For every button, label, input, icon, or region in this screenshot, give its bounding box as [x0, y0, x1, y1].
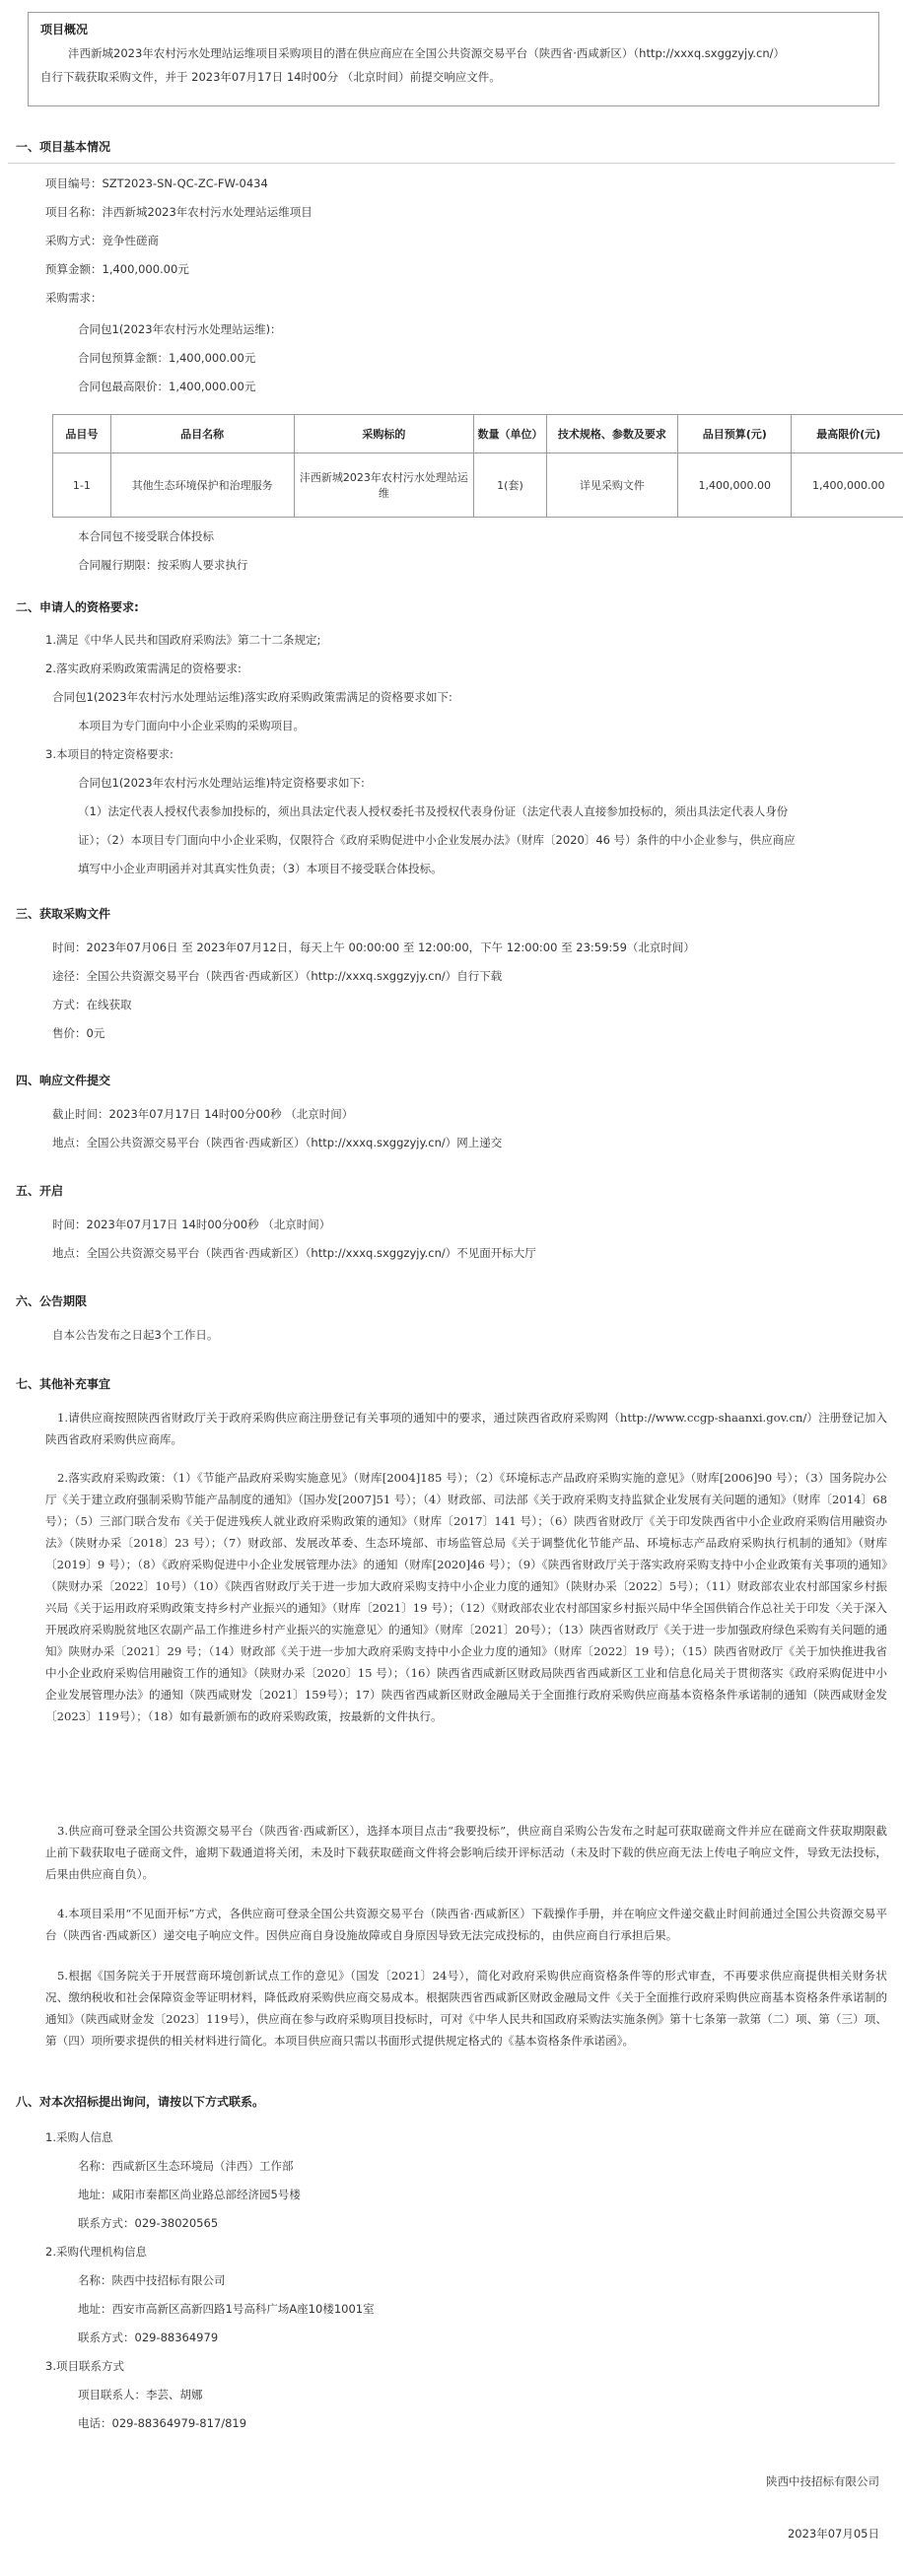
- acquisition-way: 途径：全国公共资源交易平台（陕西省·西咸新区）（http://xxxq.sxggzyjy.cn/）自行下载: [52, 969, 503, 983]
- project-name: 项目名称：沣西新城2023年农村污水处理站运维项目: [45, 205, 313, 219]
- supplement-1: 1.请供应商按照陕西省财政厅关于政府采购供应商注册登记有关事项的通知中的要求，通过陕西省政府采购网（http://www.ccgp-shaanxi.gov.cn/）注册登记加入陕西省政府采购供应商库。: [45, 1411, 887, 1446]
- opening-place: 地点：全国公共资源交易平台（陕西省·西咸新区）（http://xxxq.sxggzyjy.cn/）不见面开标大厅: [52, 1246, 536, 1260]
- qualification-3: 3.本项目的特定资格要求:: [45, 747, 174, 761]
- supplement-4: 4.本项目采用“不见面开标”方式，各供应商可登录全国公共资源交易平台（陕西省·西咸新区）下载操作手册，并在响应文件递交截止时间前通过全国公共资源交易平台（陕西省·西咸新区）递交电子响应文件。因供应商自身设施故障或自身原因导致无法完成投标的，由供应商自行承担后果。: [45, 1907, 887, 1942]
- section-7-heading: 七、其他补充事宜: [16, 1377, 111, 1391]
- project-contact-phone: 电话：029-88364979-817/819: [78, 2416, 247, 2430]
- table-cell: 1-1: [53, 453, 111, 518]
- budget-amount: 预算金额：1,400,000.00元: [45, 262, 189, 276]
- table-row: [53, 453, 903, 518]
- procurement-items-table: [52, 414, 903, 518]
- table-header-row: [53, 415, 903, 453]
- contract-package: 合同包1(2023年农村污水处理站运维)：: [78, 322, 282, 336]
- package-max-price: 合同包最高限价：1,400,000.00元: [78, 380, 256, 393]
- submission-place: 地点：全国公共资源交易平台（陕西省·西咸新区）（http://xxxq.sxggzyjy.cn/）网上递交: [52, 1136, 503, 1149]
- agency-address: 地址：西安市高新区高新四路1号高科广场A座10楼1001室: [78, 2302, 375, 2316]
- qualification-3-line-1: （1）法定代表人授权代表参加投标的，须出具法定代表人授权委托书及授权代表身份证（法定代表人直接参加投标的，须出具法定代表人身份: [78, 804, 789, 818]
- table-cell: 其他生态环境保护和治理服务: [110, 453, 294, 518]
- supplement-3: 3.供应商可登录全国公共资源交易平台（陕西省·西咸新区），选择本项目点击“我要投标”，供应商自采购公告发布之时起可获取磋商文件并应在磋商文件获取期限截止前下载获取电子磋商文件，逾期下载通道将关闭，未及时下载获取磋商文件将会影响后续开评标活动（未及时下载的供应商无法上传电子响应文件，导致无法投标，后果由供应商自负）。: [45, 1824, 887, 1881]
- table-cell: 1(套): [474, 453, 546, 518]
- table-cell: 详见采购文件: [546, 453, 677, 518]
- table-cell: 1,400,000.00: [792, 453, 903, 518]
- agency-info-title: 2.采购代理机构信息: [45, 2245, 147, 2259]
- announcement-period: 自本公告发布之日起3个工作日。: [52, 1328, 219, 1342]
- col-header: 数量（单位）: [474, 415, 546, 453]
- qualification-2-sme: 本项目为专门面向中小企业采购的采购项目。: [78, 719, 305, 732]
- section-2-heading: 二、申请人的资格要求:: [16, 600, 139, 614]
- project-number: 项目编号：SZT2023-SN-QC-ZC-FW-0434: [45, 176, 268, 190]
- purchaser-address: 地址：咸阳市秦都区尚业路总部经济园5号楼: [78, 2188, 301, 2201]
- qualification-2-detail: 合同包1(2023年农村污水处理站运维)落实政府采购政策需满足的资格要求如下:: [52, 690, 452, 704]
- procurement-method: 采购方式：竞争性磋商: [45, 234, 159, 247]
- project-contact-person: 项目联系人：李芸、胡娜: [78, 2388, 203, 2402]
- qualification-1: 1.满足《中华人民共和国政府采购法》第二十二条规定;: [45, 633, 321, 647]
- agency-name: 名称：陕西中技招标有限公司: [78, 2273, 226, 2287]
- qualification-2: 2.落实政府采购政策需满足的资格要求:: [45, 661, 242, 675]
- qualification-3-line-3: 填写中小企业声明函并对其真实性负责；（3）本项目不接受联合体投标。: [78, 862, 443, 875]
- acquisition-time: 时间：2023年07月06日 至 2023年07月12日，每天上午 00:00:00 至 12:00:00，下午 12:00:00 至 23:59:59（北京时间）: [52, 940, 695, 954]
- section-1-heading: 一、项目基本情况: [16, 140, 111, 154]
- table-cell: 沣西新城2023年农村污水处理站运维: [294, 453, 474, 518]
- qualification-3-line-2: 证）；（2）本项目专门面向中小企业采购，仅限符合《政府采购促进中小企业发展办法》（财库〔2020〕46 号）条件的中小企业参与，供应商应: [78, 833, 796, 847]
- footer-organization: 陕西中技招标有限公司: [766, 2474, 879, 2488]
- overview-line-1: 沣西新城2023年农村污水处理站运维项目采购项目的潜在供应商应在全国公共资源交易平台（陕西省·西咸新区）（http://xxxq.sxggzyjy.cn/）: [68, 46, 786, 60]
- col-header: 最高限价(元): [792, 415, 903, 453]
- qualification-3-detail: 合同包1(2023年农村污水处理站运维)特定资格要求如下:: [78, 776, 365, 790]
- section-4-heading: 四、响应文件提交: [16, 1074, 111, 1087]
- procurement-demand-label: 采购需求：: [45, 291, 103, 305]
- supplement-5: 5.根据《国务院关于开展营商环境创新试点工作的意见》（国发〔2021〕24号），简化对政府采购供应商资格条件等的形式审查，不再要求供应商提供相关财务状况、缴纳税收和社会保障资金等证明材料，降低政府采购供应商交易成本。根据陕西省西咸新区财政金融局文件《关于全面推行政府采购供应商基本资格条件承诺制的通知》（陕西咸财金发〔2023〕119号），供应商在参与政府采购项目投标时，可对《中华人民共和国政府采购法实施条例》第十七条第一款第（二）项、第（三）项、第（四）项所要求提供的相关材料进行简化。本项目供应商只需以书面形式提供规定格式的《基本资格条件承诺函》。: [45, 1969, 887, 2048]
- package-budget: 合同包预算金额：1,400,000.00元: [78, 351, 256, 365]
- document-price: 售价：0元: [52, 1026, 105, 1040]
- table-cell: 1,400,000.00: [678, 453, 792, 518]
- col-header: 品目名称: [110, 415, 294, 453]
- agency-phone: 联系方式：029-88364979: [78, 2331, 219, 2344]
- purchaser-name: 名称：西咸新区生态环境局（沣西）工作部: [78, 2159, 294, 2173]
- project-overview-box: [28, 12, 879, 106]
- col-header: 品目预算(元): [678, 415, 792, 453]
- col-header: 采购标的: [294, 415, 474, 453]
- project-contact-title: 3.项目联系方式: [45, 2359, 124, 2373]
- overview-line-2: 自行下载获取采购文件，并于 2023年07月17日 14时00分 （北京时间）前提交响应文件。: [40, 70, 501, 84]
- col-header: 品目号: [53, 415, 111, 453]
- section-8-heading: 八、对本次招标提出询问，请按以下方式联系。: [16, 2095, 265, 2109]
- section-3-heading: 三、获取采购文件: [16, 907, 111, 921]
- divider: [8, 163, 895, 164]
- purchaser-info-title: 1.采购人信息: [45, 2130, 113, 2144]
- supplement-2-policies: 2.落实政府采购政策：（1）《节能产品政府采购实施意见》（财库[2004]185 号）；（2）《环境标志产品政府采购实施的意见》（财库[2006]90 号）；（3）国务院办公厅《关于建立政府强制采购节能产品制度的通知》（国办发[2007]51 号）；（4）财政部、司法部《关于政府采购支持监狱企业发展有关问题的通知》（财库〔2014〕68 号）；（5）三部门联合发布《关于促进残疾人就业政府采购政策的通知》（财库〔2017〕141 号）；（6）陕西省财政厅《关于印发陕西省中小企业政府采购信用融资办法》（陕财办采〔2018〕23 号）；（7）财政部、发展改革委、生态环境部、市场监管总局《关于调整优化节能产品、环境标志产品政府采购执行机制的通知》（财库〔2019〕9 号）；（8）《政府采购促进中小企业发展管理办法》的通知（财库[2020]46 号）；（9）《陕西省财政厅关于落实政府采购支持中小企业政策有关事项的通知》（陕财办采〔2022〕10号）（10）《陕西省财政厅关于进一步加大政府采购支持中小企业力度的通知》（陕财办采〔2022〕5号）；（11）财政部农业农村部国家乡村振兴局《关于运用政府采购政策支持乡村产业振兴的通知》（财库〔2021〕19 号）；（12）《财政部农业农村部国家乡村振兴局中华全国供销合作总社关于印发〈关于深入开展政府采购脱贫地区农副产品工作推进乡村产业振兴的实施意见〉的通知》（财库〔2021〕20号）；（13）陕西省财政厅《关于进一步加强政府绿色采购有关问题的通知》陕财办采〔2021〕29 号；（14）财政部《关于进一步加大政府采购支持中小企业力度的通知》（财库〔2022〕19 号）；（15）陕西省财政厅《关于加快推进我省中小企业政府采购信用融资工作的通知》（陕财办采〔2020〕15 号）；（16）陕西省西咸新区财政局陕西省西咸新区工业和信息化局关于贯彻落实《政府采购促进中小企业发展管理办法》的通知（陕西咸财发〔2021〕159号）；17）陕西省西咸新区财政金融局关于全面推行政府采购供应商基本资格条件承诺制的通知（陕西咸财金发〔2023〕119号）；（18）如有最新颁布的政府采购政策，按最新的文件执行。: [45, 1471, 887, 1723]
- col-header: 技术规格、参数及要求: [546, 415, 677, 453]
- footer-date: 2023年07月05日: [787, 2527, 879, 2541]
- purchaser-phone: 联系方式：029-38020565: [78, 2216, 219, 2230]
- submission-deadline: 截止时间：2023年07月17日 14时00分00秒 （北京时间）: [52, 1107, 354, 1121]
- opening-time: 时间：2023年07月17日 14时00分00秒 （北京时间）: [52, 1218, 331, 1231]
- section-5-heading: 五、开启: [16, 1184, 64, 1198]
- overview-title: 项目概况: [40, 23, 89, 36]
- acquisition-mode: 方式：在线获取: [52, 998, 132, 1011]
- section-6-heading: 六、公告期限: [16, 1294, 88, 1308]
- contract-term: 合同履行期限：按采购人要求执行: [78, 558, 248, 572]
- consortium-note: 本合同包不接受联合体投标: [78, 529, 214, 543]
